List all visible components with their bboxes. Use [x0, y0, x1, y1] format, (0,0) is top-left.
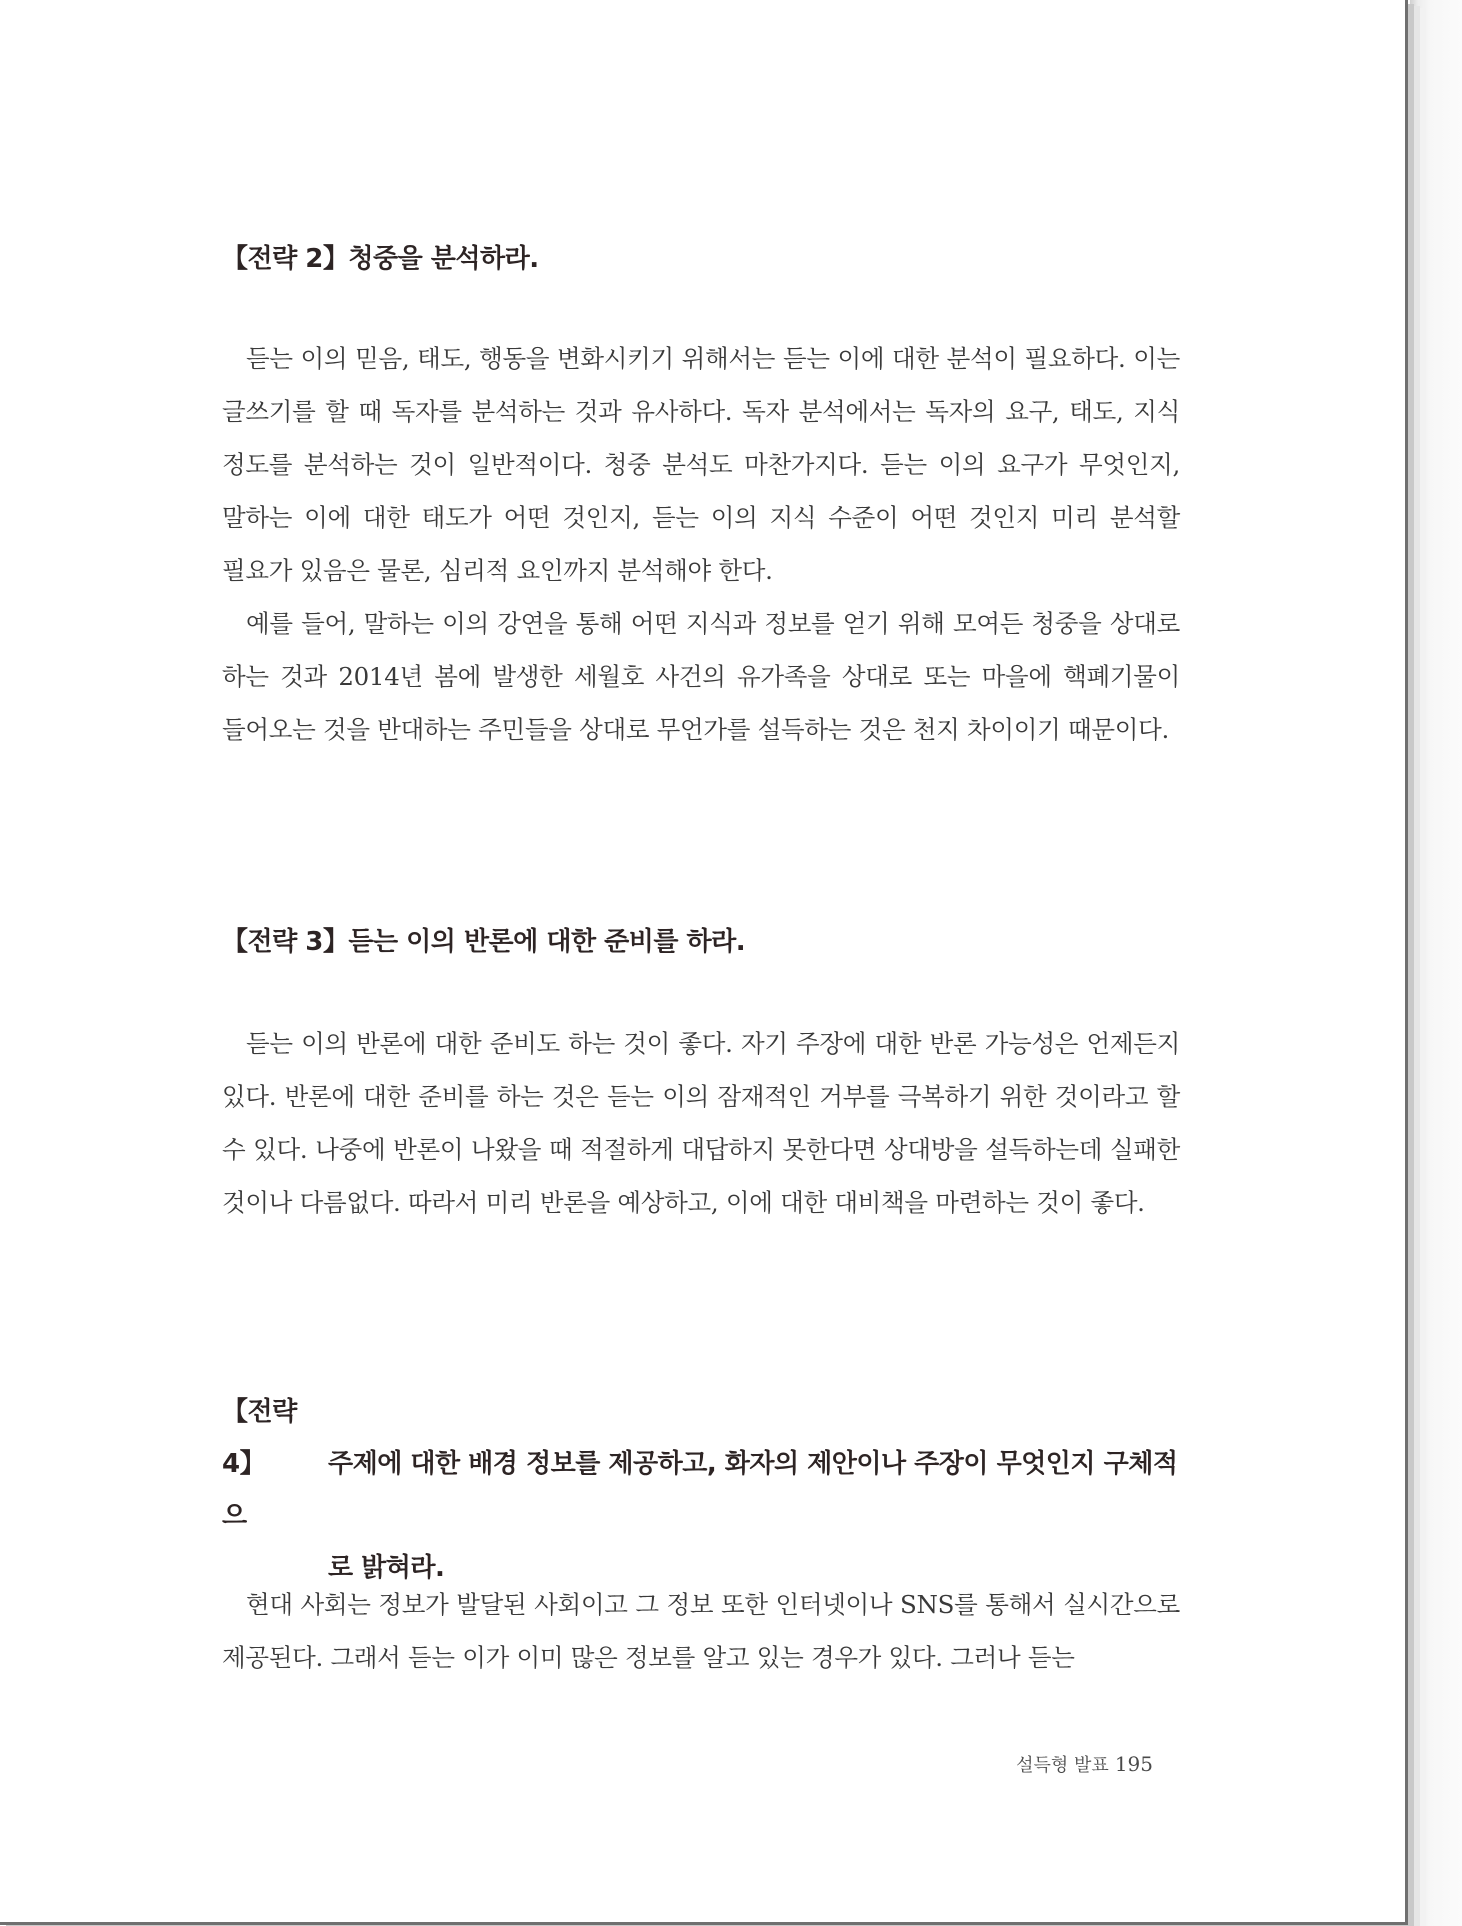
- section-heading-strategy-2: [222, 238, 539, 275]
- section-heading-strategy-4: [222, 1386, 1180, 1594]
- section-title: 청중을 분석하라.: [348, 244, 539, 274]
- page-edge: [1410, 0, 1462, 1926]
- paragraph: 듣는 이의 반론에 대한 준비도 하는 것이 좋다. 자기 주장에 대한 반론 가능성은 언제든지 있다. 반론에 대한 준비를 하는 것은 듣는 이의 잠재적인 거부를 극복하기 위한 것이라고 할 수 있다. 나중에 반론이 나왔을 때 적절하게 대답하지 못한다면 상대방을 설득하는데 실패한 것이나 다름없다. 따라서 미리 반론을 예상하고, 이에 대한 대비책을 마련하는 것이 좋다.: [222, 1029, 1181, 1217]
- paragraph: 듣는 이의 믿음, 태도, 행동을 변화시키기 위해서는 듣는 이에 대한 분석이 필요하다. 이는 글쓰기를 할 때 독자를 분석하는 것과 유사하다. 독자 분석에서는 독자의 요구, 태도, 지식 정도를 분석하는 것이 일반적이다. 청중 분석도 마찬가지다. 듣는 이의 요구가 무엇인지, 말하는 이에 대한 태도가 어떤 것인지, 듣는 이의 지식 수준이 어떤 것인지 미리 분석할 필요가 있음은 물론, 심리적 요인까지 분석해야 한다.: [222, 344, 1180, 585]
- section-title: 듣는 이의 반론에 대한 준비를 하라.: [348, 927, 746, 957]
- page-footer: [1016, 1751, 1153, 1777]
- running-title: 설득형 발표: [1016, 1755, 1109, 1776]
- section-title-line-2: 로 밝혀라.: [328, 1553, 445, 1583]
- section-title-line-1: 주제에 대한 배경 정보를 제공하고, 화자의 제안이나 주장이 무엇인지 구체적으: [222, 1449, 1178, 1531]
- strategy-tag: 【전략 2】: [222, 244, 349, 274]
- section-heading-strategy-3: [222, 921, 745, 958]
- strategy-tag: 【전략 3】: [222, 927, 349, 957]
- paragraph: 현대 사회는 정보가 발달된 사회이고 그 정보 또한 인터넷이나 SNS를 통해서 실시간으로 제공된다. 그래서 듣는 이가 이미 많은 정보를 알고 있는 경우가 있다. 그러나 듣는: [222, 1590, 1180, 1672]
- paragraph: 예를 들어, 말하는 이의 강연을 통해 어떤 지식과 정보를 얻기 위해 모여든 청중을 상대로 하는 것과 2014년 봄에 발생한 세월호 사건의 유가족을 상대로 또는 마을에 핵폐기물이 들어오는 것을 반대하는 주민들을 상대로 무언가를 설득하는 것은 천지 차이이기 때문이다.: [222, 609, 1180, 744]
- strategy-tag: 【전략 4】: [222, 1397, 297, 1479]
- page-number: 195: [1114, 1752, 1153, 1776]
